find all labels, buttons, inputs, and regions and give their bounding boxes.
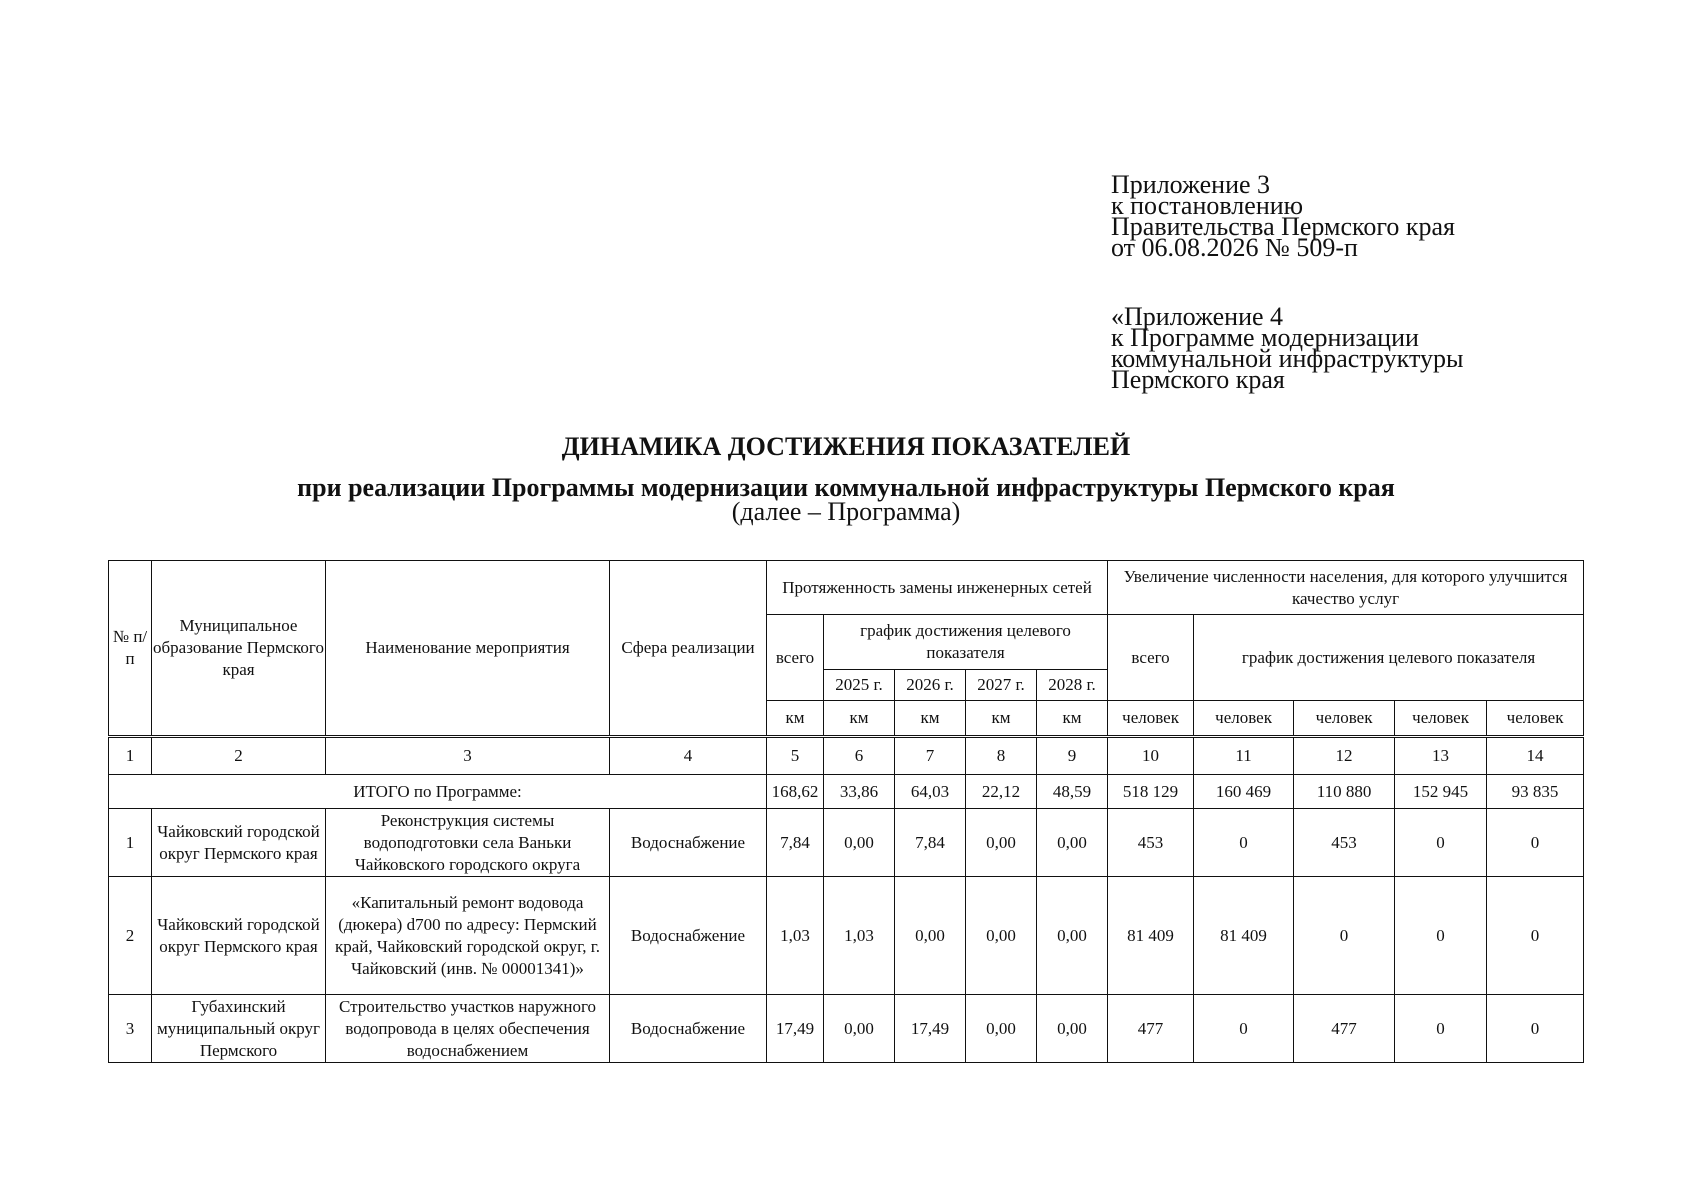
program-appendix-block bbox=[1111, 302, 1464, 394]
row-sphere: Водоснабжение bbox=[610, 877, 767, 995]
row-value: 0,00 bbox=[1037, 995, 1108, 1063]
total-label: ИТОГО по Программе: bbox=[109, 775, 767, 809]
unit-km: км bbox=[895, 701, 966, 737]
header-year: 2026 г. bbox=[895, 670, 966, 701]
row-value: 0,00 bbox=[1037, 877, 1108, 995]
program-appendix-line: «Приложение 4 bbox=[1111, 302, 1284, 331]
appendix-line: к постановлению bbox=[1111, 191, 1304, 220]
column-number: 14 bbox=[1487, 737, 1584, 775]
table-row bbox=[109, 809, 1584, 877]
program-appendix-line: Пермского края bbox=[1111, 365, 1285, 394]
row-value: 81 409 bbox=[1108, 877, 1194, 995]
column-number: 3 bbox=[326, 737, 610, 775]
row-value: 0 bbox=[1487, 809, 1584, 877]
total-value: 518 129 bbox=[1108, 775, 1194, 809]
column-number: 5 bbox=[767, 737, 824, 775]
row-sphere: Водоснабжение bbox=[610, 809, 767, 877]
header-population-schedule: график достижения целевого показателя bbox=[1194, 615, 1584, 701]
row-value: 0,00 bbox=[1037, 809, 1108, 877]
table-row bbox=[109, 877, 1584, 995]
row-value: 453 bbox=[1108, 809, 1194, 877]
row-value: 81 409 bbox=[1194, 877, 1294, 995]
row-value: 0 bbox=[1395, 877, 1487, 995]
row-sphere: Водоснабжение bbox=[610, 995, 767, 1063]
column-number: 10 bbox=[1108, 737, 1194, 775]
document-title-note: (далее – Программа) bbox=[731, 497, 961, 526]
row-event-cell bbox=[326, 995, 610, 1063]
column-number: 12 bbox=[1294, 737, 1395, 775]
unit-people: человек bbox=[1395, 701, 1487, 737]
row-value: 0 bbox=[1395, 809, 1487, 877]
row-value: 17,49 bbox=[895, 995, 966, 1063]
column-number: 4 bbox=[610, 737, 767, 775]
row-value: 477 bbox=[1294, 995, 1395, 1063]
header-population-group: Увеличение численности населения, для которого улучшится качество услуг bbox=[1108, 561, 1584, 615]
row-municipality: Чайковский городской округ Пермского края bbox=[152, 809, 326, 877]
row-municipality: Губахинский муниципальный округ Пермского bbox=[156, 996, 321, 1060]
total-value: 93 835 bbox=[1487, 775, 1584, 809]
document-title: ДИНАМИКА ДОСТИЖЕНИЯ ПОКАЗАТЕЛЕЙ bbox=[561, 432, 1131, 461]
unit-km: км bbox=[824, 701, 895, 737]
row-value: 0 bbox=[1194, 809, 1294, 877]
header-year: 2027 г. bbox=[966, 670, 1037, 701]
row-num: 2 bbox=[109, 877, 152, 995]
header-year: 2025 г. bbox=[824, 670, 895, 701]
header-length-group: Протяженность замены инженерных сетей bbox=[767, 561, 1108, 615]
unit-km: км bbox=[767, 701, 824, 737]
row-value: 453 bbox=[1294, 809, 1395, 877]
header-sphere: Сфера реализации bbox=[610, 561, 767, 737]
header-population-total: всего bbox=[1108, 615, 1194, 701]
appendix-block bbox=[1111, 170, 1455, 262]
unit-people: человек bbox=[1487, 701, 1584, 737]
column-number: 2 bbox=[152, 737, 326, 775]
column-number: 13 bbox=[1395, 737, 1487, 775]
row-municipality-cell bbox=[152, 995, 326, 1063]
row-num: 3 bbox=[109, 995, 152, 1063]
column-number: 6 bbox=[824, 737, 895, 775]
row-value: 0 bbox=[1395, 995, 1487, 1063]
header-length-total: всего bbox=[767, 615, 824, 701]
row-value: 0 bbox=[1294, 877, 1395, 995]
row-value: 0 bbox=[1487, 995, 1584, 1063]
total-value: 33,86 bbox=[824, 775, 895, 809]
row-value: 17,49 bbox=[767, 995, 824, 1063]
unit-km: км bbox=[1037, 701, 1108, 737]
row-value: 1,03 bbox=[767, 877, 824, 995]
row-value: 0,00 bbox=[824, 809, 895, 877]
row-value: 1,03 bbox=[824, 877, 895, 995]
total-value: 64,03 bbox=[895, 775, 966, 809]
appendix-line: от 06.08.2026 № 509-п bbox=[1111, 233, 1358, 262]
row-value: 0,00 bbox=[824, 995, 895, 1063]
row-value: 7,84 bbox=[767, 809, 824, 877]
row-value: 0,00 bbox=[966, 877, 1037, 995]
column-number: 11 bbox=[1194, 737, 1294, 775]
row-value: 0 bbox=[1194, 995, 1294, 1063]
unit-people: человек bbox=[1108, 701, 1194, 737]
header-municipality: Муниципальное образование Пермского края bbox=[152, 561, 326, 737]
row-event: Реконструкция системы водоподготовки села Ваньки Чайковского городского округа bbox=[326, 809, 610, 877]
unit-people: человек bbox=[1294, 701, 1395, 737]
row-event: «Капитальный ремонт водовода (дюкера) d700 по адресу: Пермский край, Чайковский городской округ, г. Чайковский (инв. № 00001341)» bbox=[326, 877, 610, 995]
program-appendix-line: к Программе модернизации bbox=[1111, 323, 1419, 352]
row-municipality: Чайковский городской округ Пермского края bbox=[152, 877, 326, 995]
header-year: 2028 г. bbox=[1037, 670, 1108, 701]
total-value: 168,62 bbox=[767, 775, 824, 809]
total-value: 110 880 bbox=[1294, 775, 1395, 809]
row-value: 0 bbox=[1487, 877, 1584, 995]
total-value: 48,59 bbox=[1037, 775, 1108, 809]
program-appendix-line: коммунальной инфраструктуры bbox=[1111, 344, 1464, 373]
total-value: 160 469 bbox=[1194, 775, 1294, 809]
header-length-schedule: график достижения целевого показателя bbox=[824, 615, 1108, 670]
indicators-table bbox=[108, 560, 1584, 1063]
row-value: 477 bbox=[1108, 995, 1194, 1063]
row-value: 7,84 bbox=[895, 809, 966, 877]
appendix-line: Правительства Пермского края bbox=[1111, 212, 1455, 241]
column-number: 9 bbox=[1037, 737, 1108, 775]
total-value: 22,12 bbox=[966, 775, 1037, 809]
column-number: 8 bbox=[966, 737, 1037, 775]
header-num: № п/п bbox=[109, 561, 152, 737]
unit-km: км bbox=[966, 701, 1037, 737]
header-event: Наименование мероприятия bbox=[326, 561, 610, 737]
column-number: 1 bbox=[109, 737, 152, 775]
document-subtitle: при реализации Программы модернизации коммунальной инфраструктуры Пермского края bbox=[297, 473, 1395, 502]
row-num: 1 bbox=[109, 809, 152, 877]
row-value: 0,00 bbox=[895, 877, 966, 995]
row-event: Строительство участков наружного водопровода в целях обеспечения водоснабжением bbox=[338, 996, 597, 1060]
row-value: 0,00 bbox=[966, 809, 1037, 877]
appendix-line: Приложение 3 bbox=[1111, 170, 1271, 199]
row-value: 0,00 bbox=[966, 995, 1037, 1063]
total-value: 152 945 bbox=[1395, 775, 1487, 809]
total-row bbox=[109, 775, 1584, 809]
unit-people: человек bbox=[1194, 701, 1294, 737]
column-number: 7 bbox=[895, 737, 966, 775]
table-row bbox=[109, 995, 1584, 1063]
